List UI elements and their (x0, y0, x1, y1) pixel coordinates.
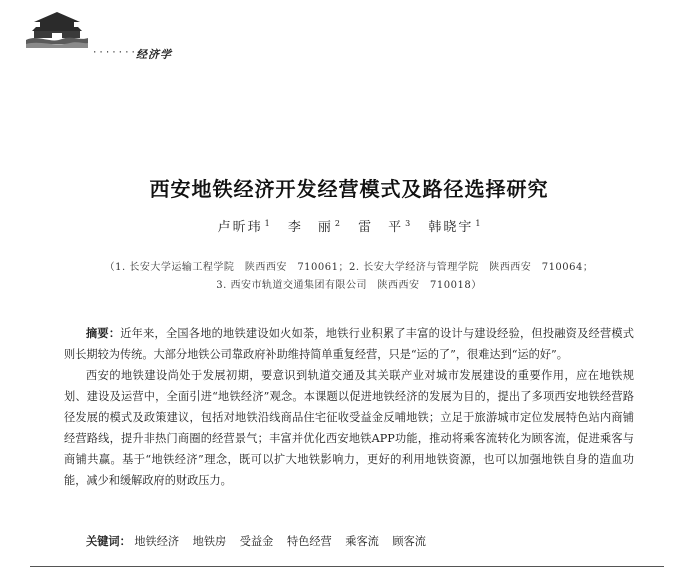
keyword: 顾客流 (392, 535, 426, 548)
abstract-paragraph-1 (64, 323, 634, 365)
keyword: 受益金 (239, 535, 274, 548)
author-name: 李 丽 (287, 220, 333, 235)
author-list (0, 216, 698, 235)
author-affiliation-mark: 2 (334, 218, 340, 228)
author-name: 卢昕玮 (217, 220, 263, 235)
author-affiliation-mark: 1 (475, 218, 481, 228)
header-dots: ········· (92, 48, 150, 58)
author (358, 216, 410, 235)
author-affiliation-mark: 3 (405, 218, 411, 228)
author-name: 韩晓宇 (428, 220, 474, 235)
keyword: 特色经营 (286, 535, 332, 548)
author (428, 216, 480, 235)
author (288, 216, 340, 235)
author-affiliation-mark: 1 (264, 218, 270, 228)
abstract-paragraph-2: 西安的地铁建设尚处于发展初期，要意识到轨道交通及其关联产业对城市发展建设的重要作用，应在地铁规划、建设及运营中，全面引进“地铁经济”观念。本课题以促进地铁经济的发展为目的，提出了多项西安地铁经营路径发展的模式及政策建议，包括对地铁沿线商品住宅征收受益金反哺地铁；立足于旅游城市定位发展特色站内商铺经营路线，提升非热门商圈的经营景气；丰富并优化西安地铁APP功能，推动将乘客流转化为顾客流，促进乘客与商铺共赢。基于“地铁经济”理念，既可以扩大地铁影响力，更好的利用地铁资源，也可以加强地铁自身的造血功能，减少和缓解政府的财政压力。 (64, 369, 634, 487)
author-name: 雷 平 (358, 220, 404, 235)
journal-header (26, 10, 686, 60)
abstract (64, 323, 634, 491)
section-label: 经济学 (136, 48, 172, 61)
affiliation-line-1: （1. 长安大学运输工程学院 陕西西安 710061；2. 长安大学经济与管理学院 陕西西安 710064； (104, 262, 594, 273)
bottom-divider (30, 566, 664, 567)
keyword: 地铁经济 (134, 535, 180, 548)
keyword: 地铁房 (192, 535, 227, 548)
keywords-label: 关键词： (86, 535, 131, 548)
abstract-text-1: 近年来，全国各地的地铁建设如火如荼，地铁行业积累了丰富的设计与建设经验，但投融资及经营模式则长期较为传统。大部分地铁公司靠政府补助维持简单重复经营，只是“运的了”，很难达到“运的好”。 (64, 327, 634, 361)
keyword: 乘客流 (345, 535, 379, 548)
city-gate-logo-icon (26, 10, 88, 48)
keywords (86, 533, 646, 549)
affiliation-line-2: 3. 西安市轨道交通集团有限公司 陕西西安 710018） (216, 280, 482, 291)
paper-title: 西安地铁经济开发经营模式及路径选择研究 (149, 177, 549, 201)
abstract-label: 摘要： (86, 327, 121, 340)
author (218, 216, 270, 235)
